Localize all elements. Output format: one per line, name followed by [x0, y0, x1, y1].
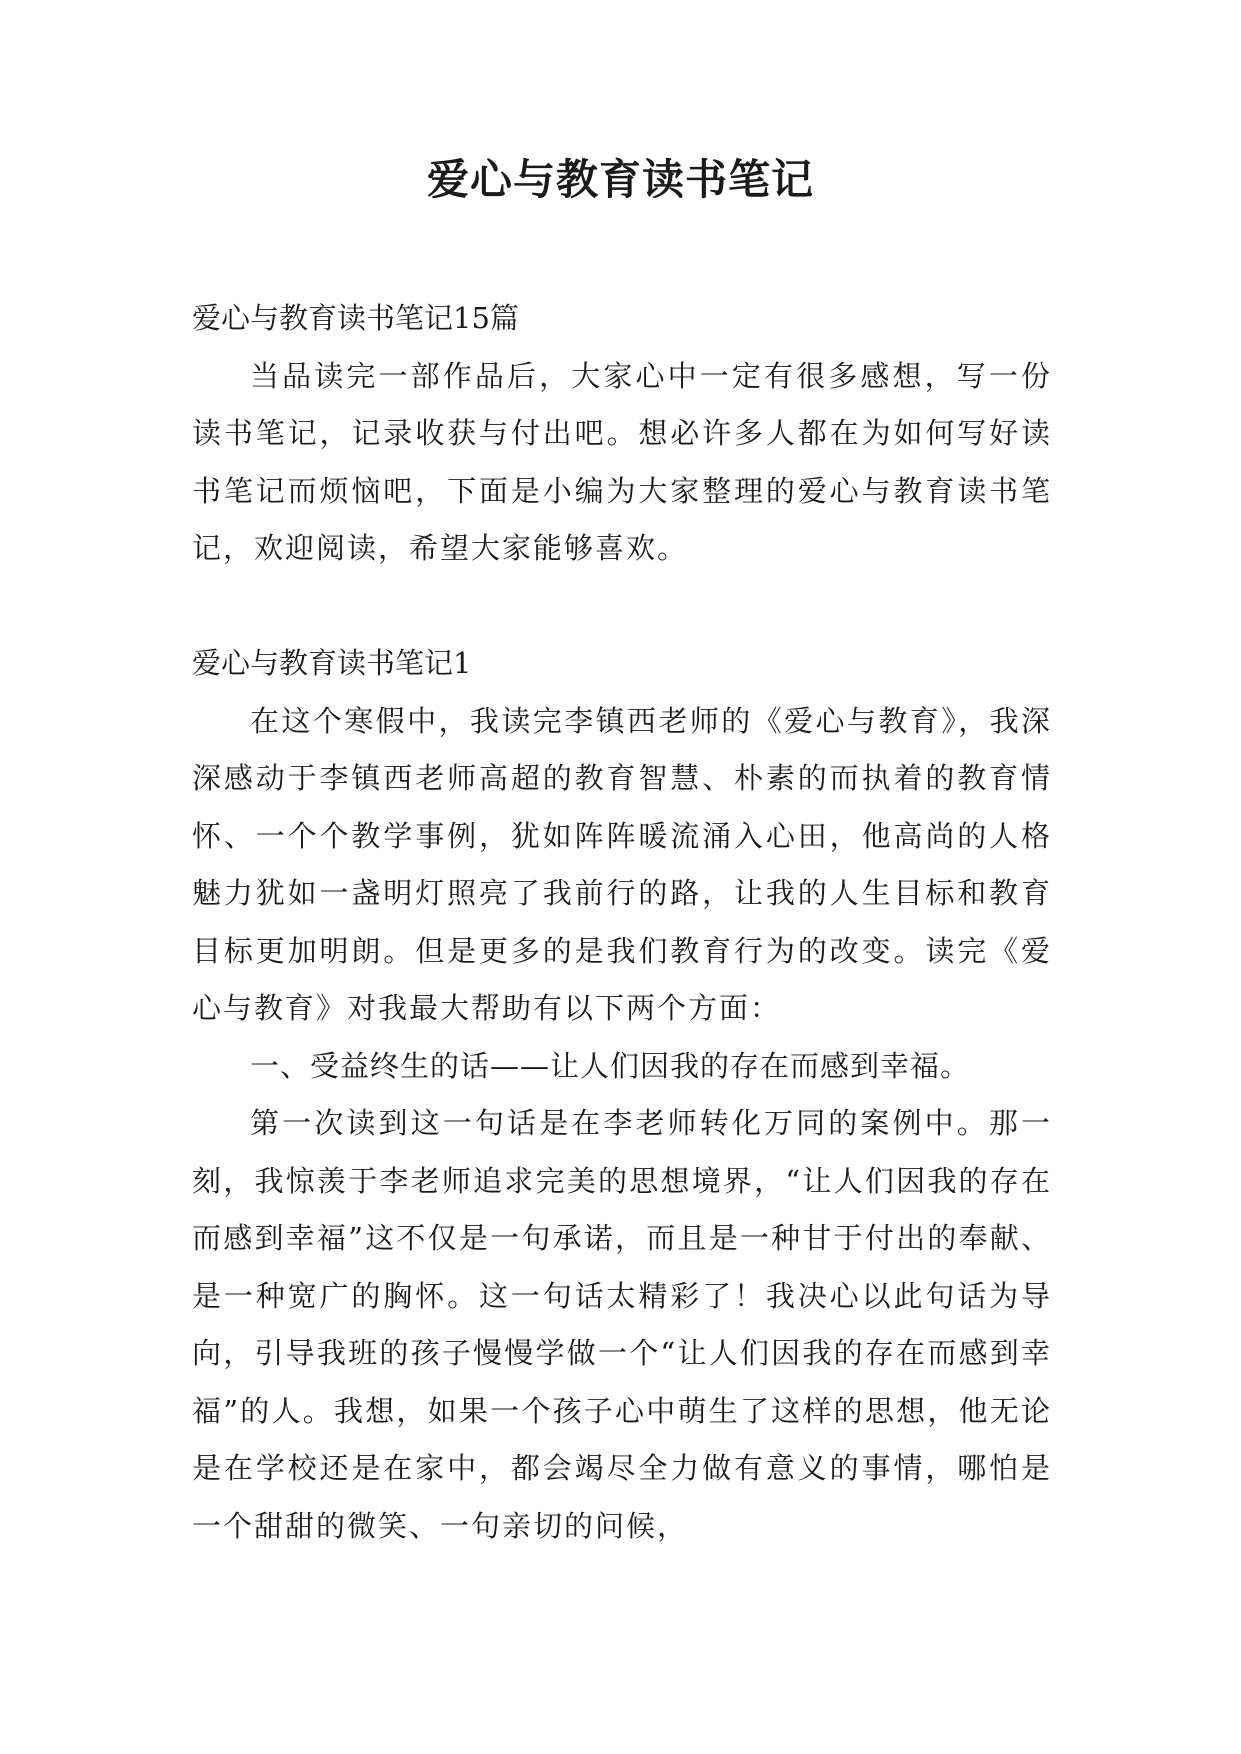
body-paragraph: 一、受益终生的话——让人们因我的存在而感到幸福。	[250, 1048, 971, 1083]
intro-heading: 爱心与教育读书笔记15篇	[192, 301, 519, 335]
document-title: 爱心与教育读书笔记	[426, 155, 814, 204]
document-body	[192, 290, 1052, 1555]
body-paragraph: 在这个寒假中，我读完李镇西老师的《爱心与教育》，我深深感动于李镇西老师高超的教育智慧、朴素的而执着的教育情怀、一个个教学事例，犹如阵阵暖流涌入心田，他高尚的人格魅力犹如一盏明灯照亮了我前行的路，让我的人生目标和教育目标更加明朗。但是更多的是我们教育行为的改变。读完《爱心与教育》对我最大帮助有以下两个方面：	[192, 703, 1052, 1025]
section-heading: 爱心与教育读书笔记1	[192, 646, 472, 680]
intro-paragraph: 当品读完一部作品后，大家心中一定有很多感想，写一份读书笔记，记录收获与付出吧。想必许多人都在为如何写好读书笔记而烦恼吧，下面是小编为大家整理的爱心与教育读书笔记，欢迎阅读，希望大家能够喜欢。	[192, 358, 1052, 565]
section-gap	[192, 578, 1052, 636]
body-paragraph: 第一次读到这一句话是在李老师转化万同的案例中。那一刻，我惊羡于李老师追求完美的思想境界，“让人们因我的存在而感到幸福”这不仅是一句承诺，而且是一种甘于付出的奉献、是一种宽广的胸怀。这一句话太精彩了！我决心以此句话为导向，引导我班的孩子慢慢学做一个“让人们因我的存在而感到幸福”的人。我想，如果一个孩子心中萌生了这样的思想，他无论是在学校还是在家中，都会竭尽全力做有意义的事情，哪怕是一个甜甜的微笑、一句亲切的问候，	[192, 1106, 1052, 1543]
